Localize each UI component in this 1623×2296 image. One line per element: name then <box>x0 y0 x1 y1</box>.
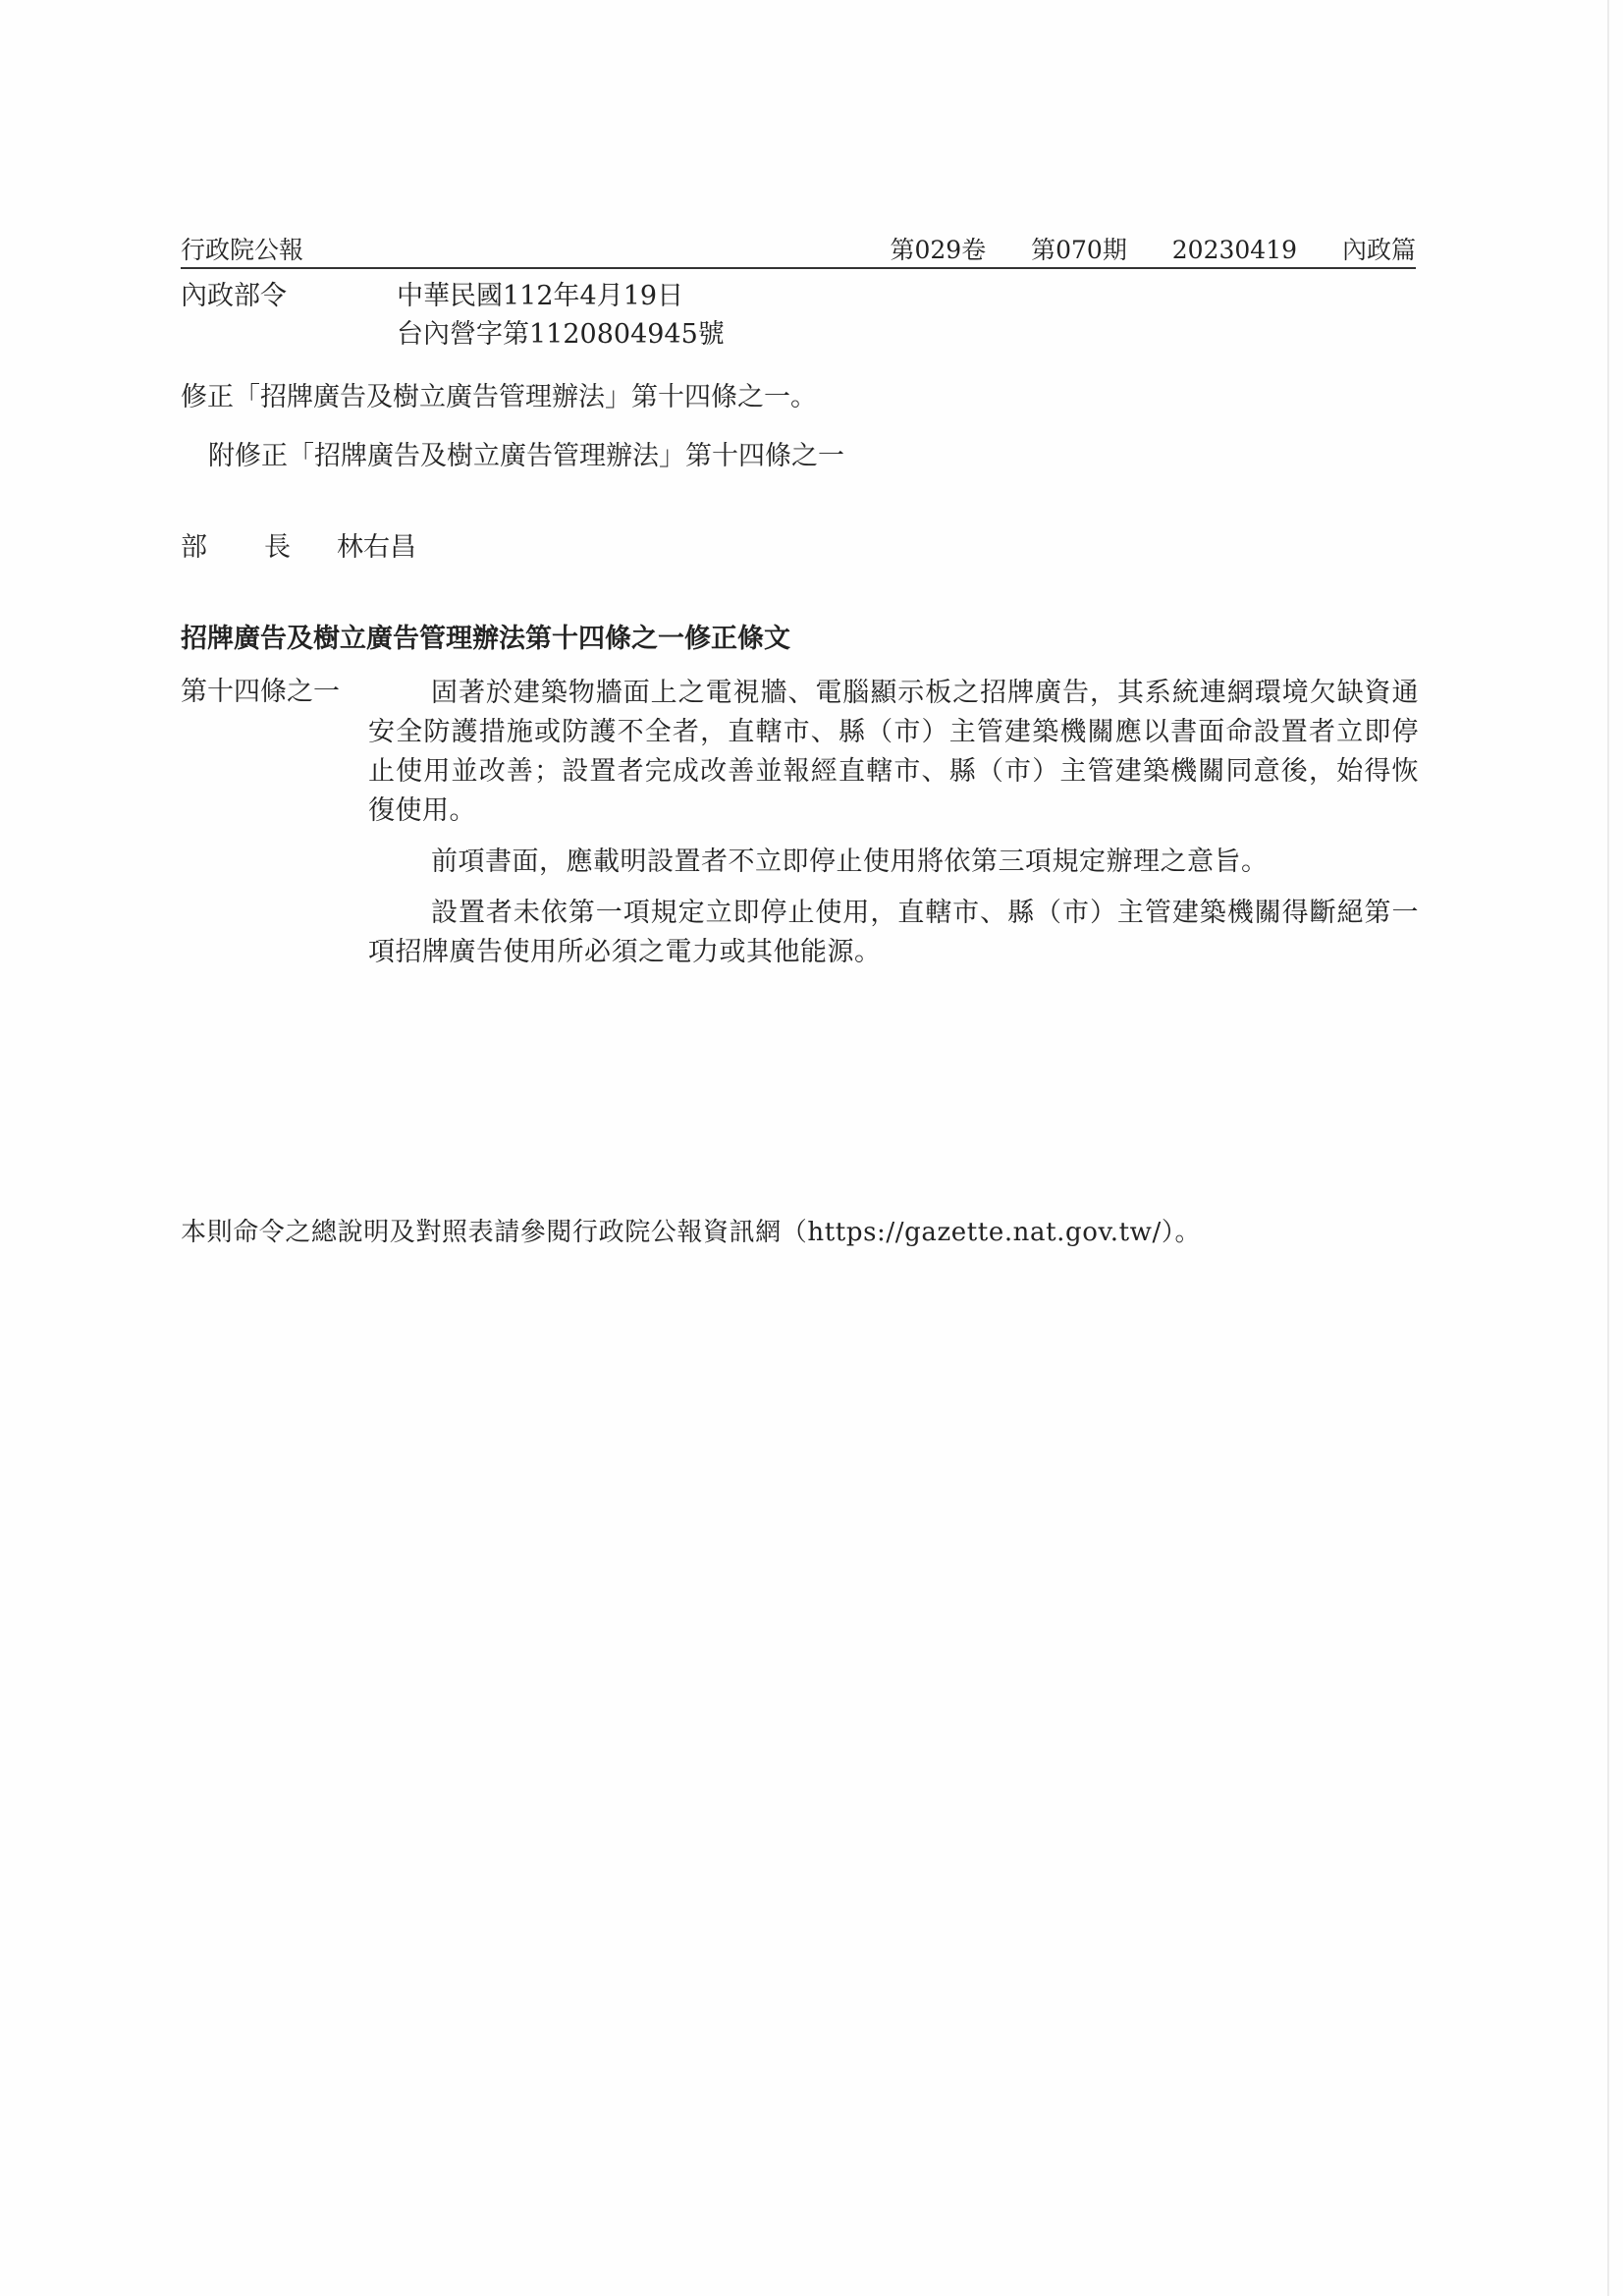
publication-name: 行政院公報 <box>181 236 304 264</box>
issue-number: 第070期 <box>1031 236 1127 264</box>
minister-title-char-2: 長 <box>264 532 291 563</box>
minister-title-char-1: 部 <box>181 532 207 563</box>
article-paragraph-3: 設置者未依第一項規定立即停止使用，直轄市、縣（市）主管建築機關得斷絕第一項招牌廣告使用所必須之電力或其他能源。 <box>368 898 1419 967</box>
amendment-statement: 修正「招牌廣告及樹立廣告管理辦法」第十四條之一。 <box>181 382 817 412</box>
article-heading: 招牌廣告及樹立廣告管理辦法第十四條之一修正條文 <box>181 624 790 654</box>
minister-name: 林右昌 <box>337 532 416 563</box>
scan-edge <box>1607 0 1609 2296</box>
order-doc-number: 台內營字第1120804945號 <box>397 319 725 350</box>
order-issuer: 內政部令 <box>181 281 287 311</box>
issue-date: 20230419 <box>1171 236 1298 264</box>
header-meta <box>890 234 1416 267</box>
article-paragraph-1: 固著於建築物牆面上之電視牆、電腦顯示板之招牌廣告，其系統連網環境欠缺資通安全防護措施或防護不全者，直轄市、縣（市）主管建築機關應以書面命設置者立即停止使用並改善；設置者完成改善並報經直轄市、縣（市）主管建築機關同意後，始得恢復使用。 <box>368 678 1419 826</box>
section-name: 內政篇 <box>1341 236 1416 264</box>
attachment-statement: 附修正「招牌廣告及樹立廣告管理辦法」第十四條之一 <box>208 441 844 471</box>
article-body <box>368 674 1419 972</box>
minister-title <box>181 531 291 565</box>
article-label: 第十四條之一 <box>181 677 340 707</box>
page-header <box>181 234 1416 269</box>
article-paragraph-2: 前項書面，應載明設置者不立即停止使用將依第三項規定辦理之意旨。 <box>431 847 1269 877</box>
order-date: 中華民國112年4月19日 <box>397 281 684 311</box>
volume-number: 第029卷 <box>890 236 987 264</box>
footer-note: 本則命令之總說明及對照表請參閱行政院公報資訊網（https://gazette.nat.gov.tw/）。 <box>181 1218 1202 1247</box>
